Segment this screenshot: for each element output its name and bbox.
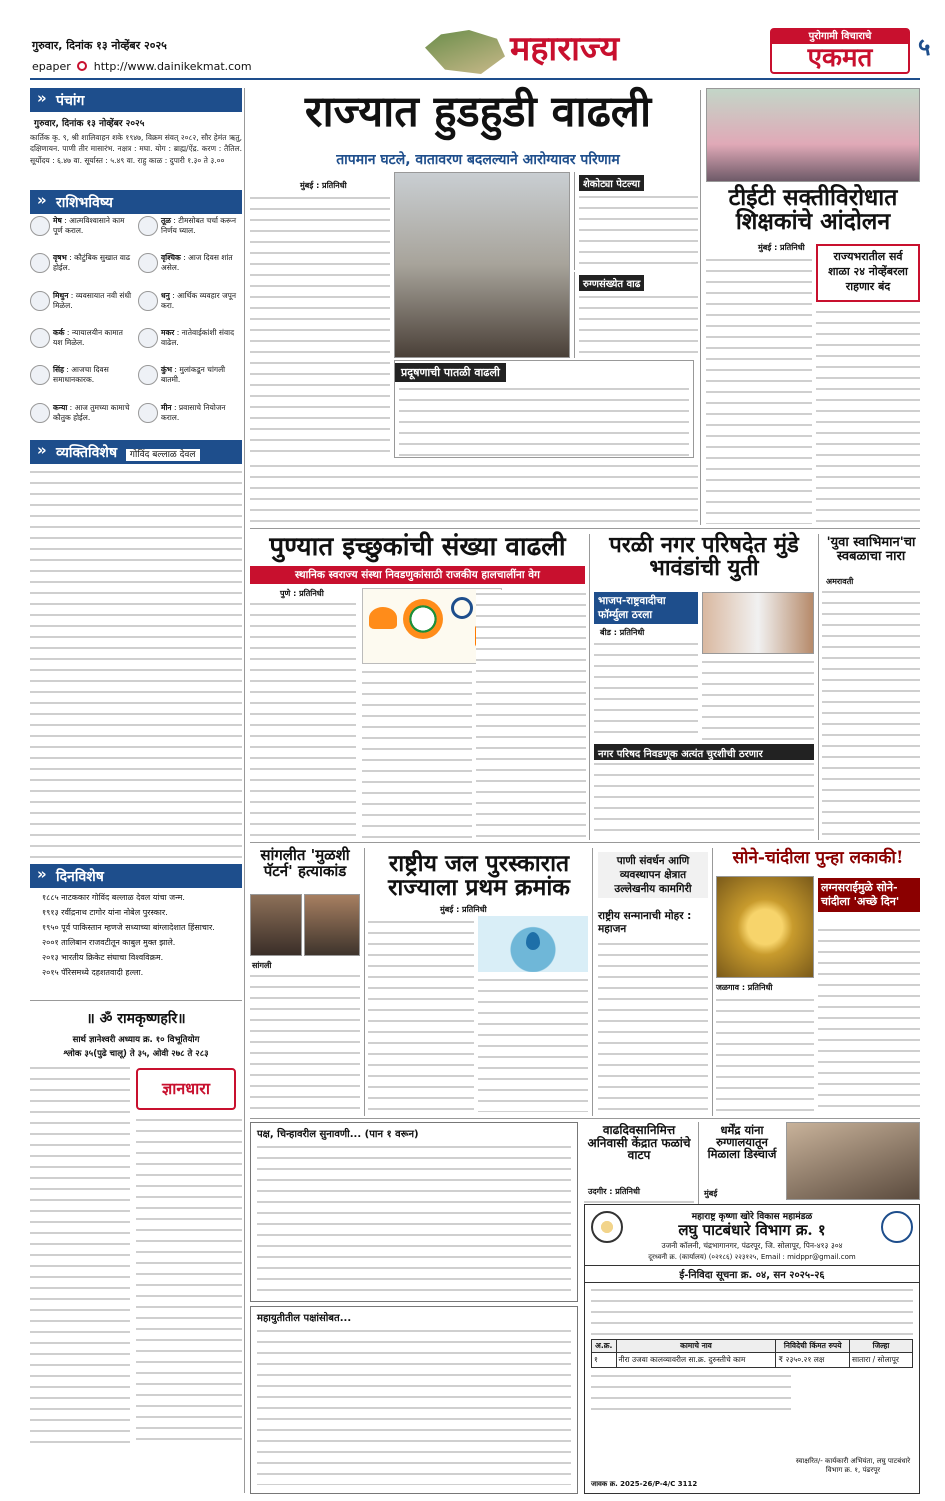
rashi-text: आजचा दिवस समाधानकारक. <box>53 365 109 385</box>
dinvishesh-item: २००१ तालिबान राजवटीतून काबुल मुक्त झाले. <box>42 938 176 947</box>
zodiac-icon <box>138 403 158 423</box>
bjp-lotus-icon <box>369 607 397 629</box>
rashi-text: टीमसोबत चर्चा करून निर्णय घ्याल. <box>161 216 237 235</box>
sangli-headline: सांगलीत 'मुळशी पॅटर्न' हत्याकांड <box>260 846 350 880</box>
vyakti-bar <box>30 440 242 464</box>
side-story-2 <box>574 272 698 358</box>
rashi-name: धनु <box>161 290 170 300</box>
photo-caption: प्रदूषणाची पातळी वाढली <box>395 363 506 382</box>
parli-byline: बीड : प्रतिनिधी <box>600 628 645 637</box>
tender-address: उजनी कॉलनी, चंद्रभागानगर, पंढरपूर, जि. सोलापूर, पिन-४१३ ३०४ <box>661 1240 843 1250</box>
vyakti-subtitle: गोविंद बल्लाळ देवल <box>126 449 200 461</box>
rashi-text: व्यवसायात नवी संधी मिळेल. <box>53 290 132 310</box>
water-tap-image <box>478 916 588 972</box>
rashi-name: मिथुन <box>53 290 69 300</box>
gold-caption: जळगाव : प्रतिनिधी <box>716 983 773 992</box>
ram-verse-ref: श्लोक ३५(पुढे चालू) ते ३५, ओवी २७८ ते २८३ <box>63 1049 209 1059</box>
tender-col-header: अ.क्र. <box>592 1339 617 1352</box>
dinvishesh-bar: » दिनविशेष <box>30 864 242 888</box>
rashi-grid <box>30 216 242 438</box>
sangli-text <box>250 972 360 1112</box>
parli-text-1 <box>594 640 698 742</box>
rashi-item: वृषभ : कौटुंबिक सुखात वाढ होईल. <box>30 253 134 288</box>
dinvishesh-list <box>34 892 242 982</box>
rashi-item: मीन : प्रवासाचे नियोजन कराल. <box>138 403 242 438</box>
rashi-item: मिथुन : व्यवसायात नवी संधी मिळेल. <box>30 291 134 326</box>
yuva-headline: 'युवा स्वाभिमान'चा स्वबळाचा नारा <box>826 535 916 564</box>
jal-side-text <box>598 940 708 1112</box>
tet-headline: टीईटी सक्तीविरोधात शिक्षकांचे आंदोलन <box>728 184 898 236</box>
wadh-byline: उदगीर : प्रतिनिधी <box>588 1187 640 1196</box>
yuva-text <box>822 588 920 838</box>
rashi-text: नातेवाईकांशी संवाद वाढेल. <box>161 327 235 347</box>
water-drop-icon <box>526 932 540 950</box>
rashi-item: कुंभ : मुलांकडून चांगली बातमी. <box>138 365 242 400</box>
tender-col-header: निविदेची किंमत रुपये <box>776 1339 850 1352</box>
pune-text-col3 <box>476 590 586 838</box>
main-headline: राज्यात हुडहुडी वाढली <box>304 87 652 137</box>
zodiac-icon <box>138 216 158 236</box>
rashi-name: सिंह <box>53 365 64 375</box>
sangli-photo-2 <box>304 894 360 956</box>
sangli-photo-1 <box>250 894 302 956</box>
rashi-name: वृश्चिक <box>161 253 181 263</box>
rashi-text: आज दिवस शांत असेल. <box>161 253 233 273</box>
jal-text-2 <box>478 976 588 1112</box>
rashi-item: वृश्चिक : आज दिवस शांत असेल. <box>138 253 242 288</box>
parli-photo <box>702 592 814 654</box>
side1-title: शेकोट्या पेटल्या <box>579 175 644 191</box>
rashi-text: आत्मविश्वासाने काम पूर्ण कराल. <box>53 216 125 235</box>
zodiac-icon <box>138 253 158 273</box>
pune-headline: पुण्यात इच्छुकांची संख्या वाढली <box>269 532 566 562</box>
rashi-item: कन्या : आज तुमच्या कामाचे कौतुक होईल. <box>30 403 134 438</box>
tet-box: राज्यभरातील सर्व शाळा २४ नोव्हेंबरला राहणार बंद <box>816 244 920 302</box>
rashi-text: आर्थिक व्यवहार जपून करा. <box>161 290 237 310</box>
panchang-bar: » पंचांग <box>30 88 242 112</box>
dinvishesh-item: १९५० पूर्व पाकिस्तान म्हणजे सध्याच्या बांग्लादेशात हिंसाचार. <box>42 923 215 932</box>
pune-text-col2 <box>362 668 472 838</box>
tender-table <box>591 1339 913 1368</box>
box2-head: महायुतीतील पक्षांसोबत... <box>257 1313 352 1324</box>
tender-emblem-icon <box>591 1211 623 1243</box>
jal-byline: मुंबई : प्रतिनिधी <box>440 905 487 914</box>
dharmendra-byline: मुंबई <box>704 1189 718 1198</box>
tender-phone: दूरध्वनी क्र. (कार्यालय) (०२१८६) २२३१२५, Email : midppr@gmail.com <box>648 1252 856 1261</box>
tet-text <box>706 256 812 524</box>
pune-text-col1 <box>250 600 356 838</box>
rashi-text: आज तुमच्या कामाचे कौतुक होईल. <box>53 402 130 422</box>
photo-caption-box <box>394 360 694 458</box>
dinvishesh-item: २०१३ भारतीय क्रिकेट संघाचा विश्वविक्रम. <box>42 953 164 962</box>
zodiac-icon <box>138 328 158 348</box>
zodiac-icon <box>30 253 50 273</box>
wadh-headline: वाढदिवसानिमित्त अनिवासी केंद्रात फळांचे वाटप <box>587 1123 691 1163</box>
rashi-item: मेष : आत्मविश्वासाने काम पूर्ण कराल. <box>30 216 134 251</box>
rashi-name: कुंभ <box>161 365 173 375</box>
main-subhead: तापमान घटले, वातावरण बदलल्याने आरोग्यावर परिणाम <box>336 152 620 168</box>
jal-side-head: राष्ट्रीय सन्मानाची मोहर : महाजन <box>598 910 692 935</box>
bottom-box-1 <box>250 1122 578 1302</box>
gold-side-head: लग्नसराईमुळे सोने-चांदीला 'अच्छे दिन' <box>818 878 920 912</box>
bottom-box-2 <box>250 1306 578 1494</box>
url-text: http://www.dainikekmat.com <box>93 60 252 73</box>
main-byline: मुंबई : प्रतिनिधी <box>300 181 347 190</box>
side-story-1 <box>574 172 698 270</box>
brand-tagline: पुरोगामी विचाराचे <box>772 30 908 44</box>
jal-text-1 <box>368 918 474 1112</box>
dinvishesh-item: २०१५ पॅरिसमध्ये दहशतवादी हल्ला. <box>42 968 144 977</box>
page-number: ५ <box>918 32 931 61</box>
rashi-item: तूळ : टीमसोबत चर्चा करून निर्णय घ्याल. <box>138 216 242 251</box>
jal-side-title: पाणी संवर्धन आणि व्यवस्थापन क्षेत्रात उल्लेखनीय कामगिरी <box>598 852 708 898</box>
side2-title: रुग्णसंख्येत वाढ <box>579 275 644 291</box>
section-title: महाराज्य <box>510 29 620 69</box>
panchang-date: गुरुवार, दिनांक १३ नोव्हेंबर २०२५ <box>34 119 145 129</box>
header-bar <box>30 28 931 80</box>
tender-box <box>584 1204 920 1494</box>
tender-notice-no: ई-निविदा सूचना क्र. ०४, सन २०२५-२६ <box>585 1265 919 1283</box>
gold-text-1 <box>716 996 814 1112</box>
tender-emblem-right-icon <box>881 1211 913 1243</box>
ncp-clock-icon <box>451 597 473 619</box>
rashi-name: मकर <box>161 327 175 337</box>
pune-subhead: स्थानिक स्वराज्य संस्था निवडणुकांसाठी राजकीय हालचालींना वेग <box>250 566 585 584</box>
zodiac-icon <box>30 291 50 311</box>
pune-byline: पुणे : प्रतिनिधी <box>280 589 324 598</box>
parli-subhead: भाजप-राष्ट्रवादीचा फॉर्म्युला ठरला <box>594 592 698 624</box>
box1-head: पक्ष, चिन्हावरील सुनावणी... (पान १ वरून) <box>257 1129 419 1140</box>
brand-name: एकमत <box>807 43 873 73</box>
rashi-item: मकर : नातेवाईकांशी संवाद वाढेल. <box>138 328 242 363</box>
globe-icon <box>77 61 87 71</box>
tender-cell: ₹ २३५०.२१ लक्ष <box>776 1352 850 1367</box>
tet-byline: मुंबई : प्रतिनिधी <box>758 243 805 252</box>
logo-text: ज्ञानधारा <box>162 1079 210 1098</box>
tet-photo <box>706 88 920 182</box>
gold-headline: सोने-चांदीला पुन्हा लकाकी! <box>732 848 904 868</box>
ram-text-col1 <box>30 1064 130 1444</box>
tender-ref: जावक क्र. 2025-26/P-4/C 3112 <box>591 1480 698 1488</box>
zodiac-icon <box>138 291 158 311</box>
main-text-left <box>250 194 390 456</box>
ram-text-col2 <box>136 1116 242 1444</box>
tender-title: लघु पाटबंधारे विभाग क्र. १ <box>678 1221 826 1239</box>
rashi-item: धनु : आर्थिक व्यवहार जपून करा. <box>138 291 242 326</box>
rashi-name: कन्या <box>53 402 68 412</box>
rashi-text: न्यायालयीन कामात यश मिळेल. <box>53 327 123 347</box>
epaper-link[interactable] <box>32 60 252 73</box>
parli-headline: परळी नगर परिषदेत मुंडे भावंडांची युती <box>609 532 799 582</box>
dinvishesh-item: १९१३ रवींद्रनाथ टागोर यांना नोबेल पुरस्कार. <box>42 908 168 917</box>
rashi-name: तूळ <box>161 216 171 225</box>
tender-org: महाराष्ट्र कृष्णा खोरे विकास महामंडळ <box>691 1212 813 1222</box>
zodiac-icon <box>30 365 50 385</box>
dinvishesh-item: १८८५ नाटककार गोविंद बल्लाळ देवल यांचा जन्म. <box>42 893 185 902</box>
sangli-byline: सांगली <box>252 961 272 970</box>
epaper-label: epaper <box>32 60 71 73</box>
ram-title: ॥ ॐ रामकृष्णहरि॥ <box>86 1011 186 1027</box>
dharmendra-photo <box>786 1122 920 1200</box>
zodiac-icon <box>30 216 50 236</box>
main-photo <box>394 172 570 358</box>
rashi-item: कर्क : न्यायालयीन कामात यश मिळेल. <box>30 328 134 363</box>
rashi-name: वृषभ <box>53 253 67 263</box>
dharmendra-headline: धर्मेंद्र यांना रुग्णालयातून मिळाला डिस्चार्ज <box>707 1123 777 1162</box>
zodiac-icon <box>138 365 158 385</box>
rashi-bar: » राशिभविष्य <box>30 190 242 214</box>
rashi-name: मेष <box>53 216 62 225</box>
jal-headline: राष्ट्रीय जल पुरस्कारात राज्याला प्रथम क्रमांक <box>388 850 570 902</box>
tender-sign: स्वाक्षरित/- कार्यकारी अभियंता, लघु पाटबंधारे विभाग क्र. १, पंढरपूर <box>795 1457 911 1474</box>
vyakti-title: व्यक्तिविशेष <box>56 445 118 461</box>
parli-text-2 <box>702 658 814 742</box>
dnyandhara-logo <box>136 1068 236 1110</box>
tender-col-header: कामाचे नाव <box>616 1339 776 1352</box>
gold-photo <box>716 876 814 978</box>
rashi-item: सिंह : आजचा दिवस समाधानकारक. <box>30 365 134 400</box>
panchang-text: कार्तिक कृ. ९, श्री शालिवाहन शके १९४७, विक्रम संवत् २०८२, सौर हेमंत ऋतु, दक्षिणायन. पाणी तीर मासारंभ. नक्षत्र : मघा. योग : ब्राह्म/ऐंद्र. करण : तैतिल. सूर्योदय : ६.४७ वा. सूर्यास्त : ५.४९ वा. राहु काळ : दुपारी १.३० ते ३.०० <box>30 133 242 165</box>
tet-text-2 <box>816 308 920 524</box>
rashi-name: मीन <box>161 402 172 412</box>
header-date: गुरुवार, दिनांक १३ नोव्हेंबर २०२५ <box>32 39 167 52</box>
rashi-text: प्रवासाचे नियोजन कराल. <box>161 402 226 422</box>
rashi-text: मुलांकडून चांगली बातमी. <box>161 365 226 385</box>
zodiac-icon <box>30 328 50 348</box>
ram-subtitle: सार्थ ज्ञानेश्वरी अध्याय क्र. १० विभूतियोग <box>72 1035 200 1045</box>
maharashtra-map-icon <box>425 30 505 74</box>
tender-cell: नीरा उजवा कालव्यावरील सा.क्र. दुरुस्तीचे काम <box>616 1352 776 1367</box>
main-text-bottom <box>250 462 698 524</box>
tender-cell: सातारा / सोलापूर <box>850 1352 913 1367</box>
gold-text-2 <box>818 926 920 1112</box>
parli-text-3 <box>594 760 814 838</box>
vyakti-article-text <box>30 468 242 858</box>
zodiac-icon <box>30 403 50 423</box>
tender-cell: १ <box>592 1352 617 1367</box>
rashi-text: कौटुंबिक सुखात वाढ होईल. <box>53 253 131 273</box>
yuva-byline: अमरावती <box>826 577 854 586</box>
parli-bar: नगर परिषद निवडणूक अत्यंत चुरशीची ठरणार <box>594 744 814 762</box>
brand-block <box>770 28 910 74</box>
congress-hand-icon <box>403 599 443 639</box>
tender-col-header: जिल्हा <box>850 1339 913 1352</box>
rashi-name: कर्क <box>53 327 65 337</box>
